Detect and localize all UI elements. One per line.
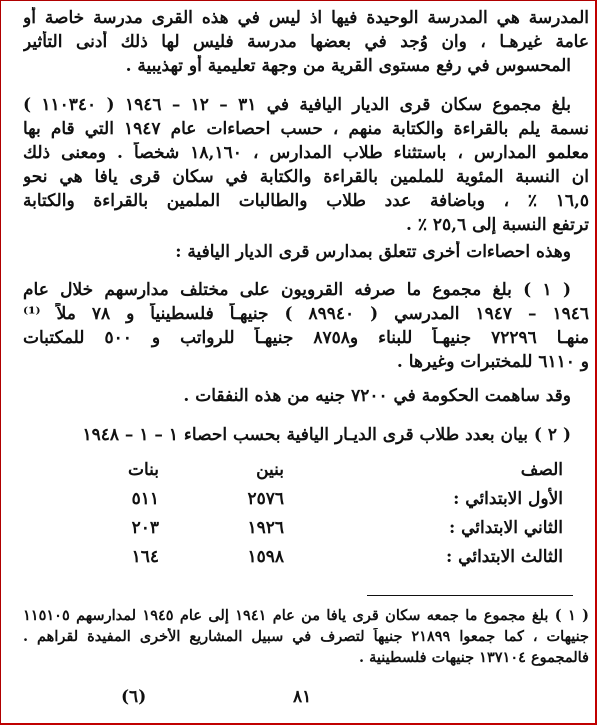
table-cell-girls: ٢٠٣ xyxy=(131,518,159,538)
body-line: المحسوس في رفع مستوى القرية من وجهة تعليمية أو تهذيبية . xyxy=(125,56,571,76)
body-line: عامة غيرهـا ، وان وُجد في بعضها مدرسة فليس لها ذلك أدنى التأثير xyxy=(23,32,589,52)
table-cell-boys: ٢٥٧٦ xyxy=(247,489,284,509)
body-line: نسمة يلم بالقراءة والكتابة منهم ، حسب احصاءات عام ١٩٤٧ التي قام بها xyxy=(23,119,589,139)
body-line: ان النسبة المئوية للملمين بالقراءة والكتابة في سكان قرى يافا هي نحو xyxy=(23,167,589,187)
table-cell-boys: ١٥٩٨ xyxy=(247,547,284,567)
footnote-divider xyxy=(367,595,573,596)
footnote-line: فالمجموع ١٣٧١٠٤ جنيهات فلسطينية . xyxy=(359,649,589,666)
table-caption: ( ٢ ) بيان بعدد طلاب قرى الديـار اليافية بحسب احصاء ١ – ١ – ١٩٤٨ xyxy=(82,425,571,445)
table-cell-girls: ٥١١ xyxy=(131,489,159,509)
table-header-class: الصف xyxy=(520,460,563,480)
table-row xyxy=(23,517,589,541)
body-line: وقد ساهمت الحكومة في ٧٢٠٠ جنيه من هذه النفقات . xyxy=(183,386,571,406)
body-line: ترتفع النسبة إلى ٢٥,٦ ٪ . xyxy=(406,215,589,235)
body-line: معلمو المدارس ، باستثناء طلاب المدارس ، ١٨,١٦٠ شخصاً . ومعنى ذلك xyxy=(23,143,589,163)
table-cell-class: الثاني الابتدائي : xyxy=(448,518,563,538)
page-number: ٨١ xyxy=(293,687,312,707)
body-line: و ٦١١٠ للمختبرات وغيرها . xyxy=(396,352,589,372)
table-header-row xyxy=(23,459,589,483)
chapter-number: (٦) xyxy=(121,687,147,707)
body-line: بلغ مجموع سكان قرى الديار اليافية في ٣١ – ١٢ – ١٩٤٦ ( ١١٠٣٤٠ ) xyxy=(23,95,572,115)
table-header-boys: بنين xyxy=(256,460,284,480)
table-row xyxy=(23,488,589,512)
table-header-girls: بنات xyxy=(127,460,159,480)
body-line: منهـا ٧٢٢٩٦ جنيهـاً للبناء و٨٧٥٨ جنيهـاً للرواتب و ٥٠٠ للمكتبات xyxy=(23,328,589,348)
body-line: ( ١ ) بلغ مجموع ما صرفه القرويون على مختلف مدارسهم خلال عام xyxy=(23,280,571,300)
table-row xyxy=(23,546,589,570)
footnote-line: ( ١ ) بلغ مجموع ما جمعه سكان قرى يافا من عام ١٩٤١ إلى عام ١٩٤٥ لمدارسهم ١١٥١٠٥ xyxy=(23,607,589,624)
footnote-line: جنيهات ، كما جمعوا ٢١٨٩٩ جنيهاً لتصرف في سبيل المشاريع الأخرى المفيدة لقراهم . xyxy=(23,628,589,645)
body-line: ١٦,٥ ٪ ، وباضافة عدد طلاب والطالبات الملمين بالقراءة والكتابة xyxy=(23,191,589,211)
table-cell-class: الأول الابتدائي : xyxy=(453,489,563,509)
body-line: وهذه احصاءات أخرى تتعلق بمدارس قرى الديار اليافية : xyxy=(175,242,571,262)
table-cell-class: الثالث الابتدائي : xyxy=(445,547,563,567)
body-line: ١٩٤٦ – ١٩٤٧ المدرسي ( ٨٩٩٤٠ ) جنيهـاً فلسطينياً و ٧٨ ملاً ⁽¹⁾ xyxy=(23,304,589,324)
body-line: المدرسة هي المدرسة الوحيدة فيها اذ ليس في هذه القرى مدرسة خاصة أو xyxy=(23,8,589,28)
table-cell-girls: ١٦٤ xyxy=(131,547,159,567)
table-cell-boys: ١٩٢٦ xyxy=(247,518,284,538)
